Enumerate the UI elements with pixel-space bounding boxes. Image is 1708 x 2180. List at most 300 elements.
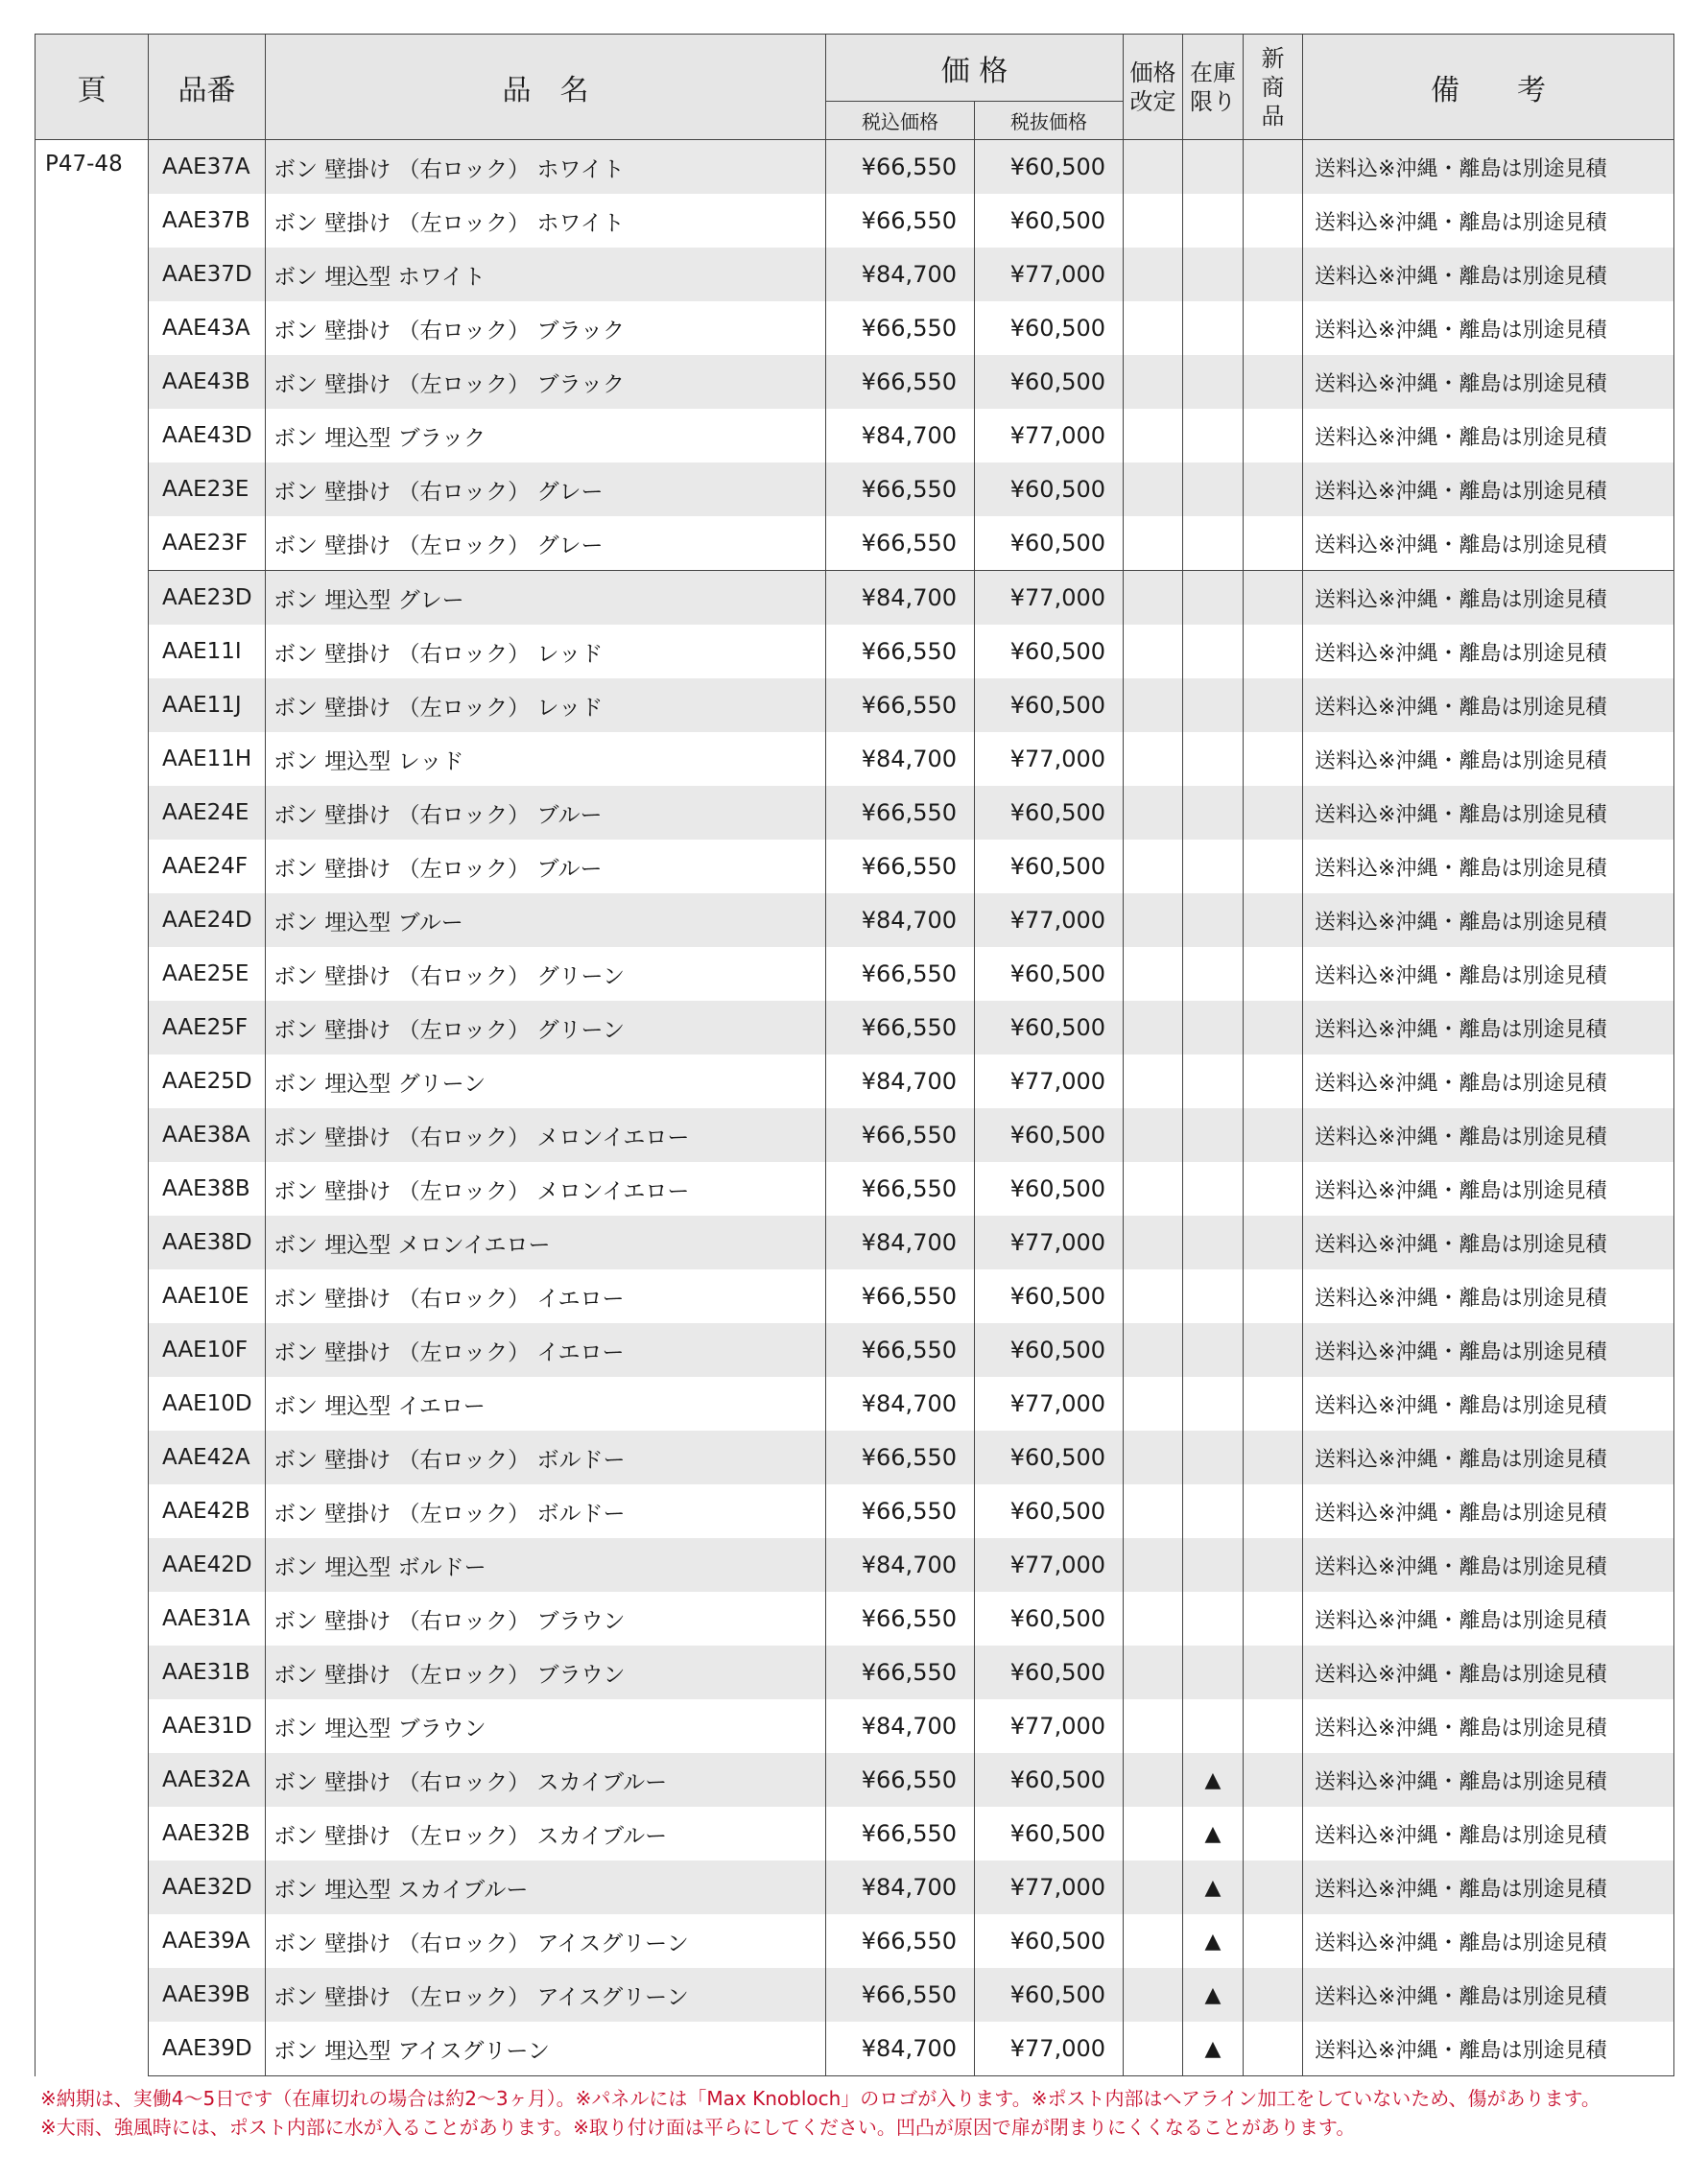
price-tax-ex: ¥77,000: [975, 1860, 1124, 1914]
stock-only-mark: ▲: [1183, 1807, 1244, 1860]
header-page: 頁: [36, 35, 149, 140]
price-tax-ex: ¥60,500: [975, 1162, 1124, 1216]
price-change-mark: [1124, 1216, 1183, 1269]
remarks: 送料込※沖縄・離島は別途見積: [1303, 571, 1674, 626]
price-tax-in: ¥66,550: [826, 301, 975, 355]
header-code: 品番: [149, 35, 266, 140]
product-name: ボン 埋込型 ブラウン: [266, 1699, 826, 1753]
product-code: AAE32D: [149, 1860, 266, 1914]
price-tax-ex: ¥60,500: [975, 1323, 1124, 1377]
table-row: [36, 1269, 1674, 1323]
price-change-mark: [1124, 1162, 1183, 1216]
table-row: [36, 1484, 1674, 1538]
price-change-mark: [1124, 301, 1183, 355]
table-row: [36, 678, 1674, 732]
remarks: 送料込※沖縄・離島は別途見積: [1303, 1323, 1674, 1377]
price-tax-in: ¥66,550: [826, 1431, 975, 1484]
product-code: AAE32A: [149, 1753, 266, 1807]
table-row: [36, 1699, 1674, 1753]
remarks: 送料込※沖縄・離島は別途見積: [1303, 1860, 1674, 1914]
product-code: AAE25F: [149, 1001, 266, 1054]
price-tax-in: ¥84,700: [826, 1860, 975, 1914]
price-change-mark: [1124, 1323, 1183, 1377]
remarks: 送料込※沖縄・離島は別途見積: [1303, 732, 1674, 786]
price-tax-in: ¥66,550: [826, 947, 975, 1001]
stock-only-mark: [1183, 194, 1244, 248]
price-tax-ex: ¥77,000: [975, 1538, 1124, 1592]
new-product-mark: [1244, 1753, 1303, 1807]
product-name: ボン 壁掛け （右ロック） ブルー: [266, 786, 826, 840]
product-name: ボン 埋込型 レッド: [266, 732, 826, 786]
stock-only-mark: [1183, 1162, 1244, 1216]
new-product-mark: [1244, 1807, 1303, 1860]
price-tax-ex: ¥77,000: [975, 893, 1124, 947]
new-product-mark: [1244, 301, 1303, 355]
remarks: 送料込※沖縄・離島は別途見積: [1303, 301, 1674, 355]
new-product-mark: [1244, 1323, 1303, 1377]
product-name: ボン 壁掛け （右ロック） グレー: [266, 462, 826, 516]
stock-only-mark: [1183, 1646, 1244, 1699]
table-row: [36, 625, 1674, 678]
stock-only-mark: [1183, 140, 1244, 195]
price-tax-ex: ¥60,500: [975, 1269, 1124, 1323]
price-change-mark: [1124, 1538, 1183, 1592]
price-tax-in: ¥66,550: [826, 1269, 975, 1323]
price-tax-ex: ¥77,000: [975, 732, 1124, 786]
stock-only-mark: [1183, 516, 1244, 571]
new-product-mark: [1244, 732, 1303, 786]
price-tax-ex: ¥60,500: [975, 840, 1124, 893]
table-row: [36, 248, 1674, 301]
product-name: ボン 壁掛け （左ロック） グリーン: [266, 1001, 826, 1054]
remarks: 送料込※沖縄・離島は別途見積: [1303, 140, 1674, 195]
table-row: [36, 1001, 1674, 1054]
price-tax-in: ¥66,550: [826, 1162, 975, 1216]
table-row: [36, 1968, 1674, 2022]
price-tax-in: ¥66,550: [826, 840, 975, 893]
price-tax-ex: ¥60,500: [975, 1914, 1124, 1968]
product-name: ボン 壁掛け （左ロック） ボルドー: [266, 1484, 826, 1538]
new-product-mark: [1244, 1968, 1303, 2022]
new-product-mark: [1244, 462, 1303, 516]
header-stock-only: [1183, 35, 1244, 140]
table-row: [36, 1646, 1674, 1699]
price-change-mark: [1124, 893, 1183, 947]
page-ref: P47-48: [36, 140, 149, 571]
price-change-mark: [1124, 1001, 1183, 1054]
price-tax-ex: ¥60,500: [975, 1484, 1124, 1538]
price-tax-ex: ¥60,500: [975, 625, 1124, 678]
remarks: 送料込※沖縄・離島は別途見積: [1303, 1269, 1674, 1323]
price-tax-in: ¥66,550: [826, 1323, 975, 1377]
price-change-mark: [1124, 409, 1183, 462]
table-row: [36, 1914, 1674, 1968]
page-cell-empty: [36, 571, 149, 2076]
new-product-mark: [1244, 1377, 1303, 1431]
new-product-mark: [1244, 840, 1303, 893]
price-change-mark: [1124, 732, 1183, 786]
price-change-mark: [1124, 516, 1183, 571]
remarks: 送料込※沖縄・離島は別途見積: [1303, 947, 1674, 1001]
header-stock-only-line: 限り: [1190, 87, 1237, 115]
price-change-mark: [1124, 462, 1183, 516]
price-tax-ex: ¥77,000: [975, 1377, 1124, 1431]
product-code: AAE24E: [149, 786, 266, 840]
remarks: 送料込※沖縄・離島は別途見積: [1303, 840, 1674, 893]
remarks: 送料込※沖縄・離島は別途見積: [1303, 1968, 1674, 2022]
stock-only-mark: ▲: [1183, 1968, 1244, 2022]
product-name: ボン 壁掛け （左ロック） ブラウン: [266, 1646, 826, 1699]
product-name: ボン 壁掛け （左ロック） ホワイト: [266, 194, 826, 248]
price-tax-in: ¥84,700: [826, 1699, 975, 1753]
price-tax-in: ¥66,550: [826, 1592, 975, 1646]
price-tax-ex: ¥60,500: [975, 1646, 1124, 1699]
product-code: AAE10E: [149, 1269, 266, 1323]
product-name: ボン 壁掛け （右ロック） スカイブルー: [266, 1753, 826, 1807]
price-change-mark: [1124, 947, 1183, 1001]
product-code: AAE42D: [149, 1538, 266, 1592]
stock-only-mark: ▲: [1183, 2022, 1244, 2076]
table-row: [36, 732, 1674, 786]
product-code: AAE38B: [149, 1162, 266, 1216]
remarks: 送料込※沖縄・離島は別途見積: [1303, 1216, 1674, 1269]
remarks: 送料込※沖縄・離島は別途見積: [1303, 1484, 1674, 1538]
price-tax-ex: ¥60,500: [975, 786, 1124, 840]
stock-only-mark: ▲: [1183, 1753, 1244, 1807]
table-row: [36, 786, 1674, 840]
price-tax-in: ¥66,550: [826, 140, 975, 195]
stock-only-mark: [1183, 893, 1244, 947]
new-product-mark: [1244, 1108, 1303, 1162]
price-change-mark: [1124, 1699, 1183, 1753]
price-tax-in: ¥84,700: [826, 1216, 975, 1269]
new-product-mark: [1244, 571, 1303, 626]
product-name: ボン 埋込型 グレー: [266, 571, 826, 626]
price-change-mark: [1124, 1968, 1183, 2022]
product-name: ボン 埋込型 ブルー: [266, 893, 826, 947]
remarks: 送料込※沖縄・離島は別途見積: [1303, 462, 1674, 516]
stock-only-mark: [1183, 732, 1244, 786]
product-name: ボン 壁掛け （右ロック） ホワイト: [266, 140, 826, 195]
price-change-mark: [1124, 1860, 1183, 1914]
product-name: ボン 壁掛け （右ロック） メロンイエロー: [266, 1108, 826, 1162]
product-code: AAE39D: [149, 2022, 266, 2076]
price-change-mark: [1124, 1054, 1183, 1108]
remarks: 送料込※沖縄・離島は別途見積: [1303, 678, 1674, 732]
table-row: [36, 516, 1674, 571]
new-product-mark: [1244, 1431, 1303, 1484]
new-product-mark: [1244, 248, 1303, 301]
remarks: 送料込※沖縄・離島は別途見積: [1303, 1753, 1674, 1807]
product-name: ボン 壁掛け （右ロック） ブラウン: [266, 1592, 826, 1646]
product-code: AAE11I: [149, 625, 266, 678]
price-tax-ex: ¥77,000: [975, 2022, 1124, 2076]
stock-only-mark: [1183, 840, 1244, 893]
stock-only-mark: [1183, 1001, 1244, 1054]
table-row: [36, 1162, 1674, 1216]
remarks: 送料込※沖縄・離島は別途見積: [1303, 1001, 1674, 1054]
price-change-mark: [1124, 1914, 1183, 1968]
product-code: AAE37B: [149, 194, 266, 248]
price-tax-ex: ¥60,500: [975, 947, 1124, 1001]
product-name: ボン 壁掛け （左ロック） グレー: [266, 516, 826, 571]
price-tax-ex: ¥77,000: [975, 1054, 1124, 1108]
stock-only-mark: [1183, 1323, 1244, 1377]
product-name: ボン 埋込型 アイスグリーン: [266, 2022, 826, 2076]
remarks: 送料込※沖縄・離島は別途見積: [1303, 625, 1674, 678]
price-tax-ex: ¥77,000: [975, 571, 1124, 626]
remarks: 送料込※沖縄・離島は別途見積: [1303, 1162, 1674, 1216]
product-code: AAE24F: [149, 840, 266, 893]
new-product-mark: [1244, 1914, 1303, 1968]
price-tax-in: ¥66,550: [826, 1914, 975, 1968]
header-stock-only-line: 在庫: [1190, 59, 1237, 86]
product-code: AAE11J: [149, 678, 266, 732]
remarks: 送料込※沖縄・離島は別途見積: [1303, 194, 1674, 248]
price-tax-in: ¥84,700: [826, 732, 975, 786]
footnotes: [40, 2084, 1601, 2142]
new-product-mark: [1244, 1538, 1303, 1592]
stock-only-mark: [1183, 786, 1244, 840]
price-tax-ex: ¥60,500: [975, 1001, 1124, 1054]
header-price: 価 格: [826, 35, 1124, 102]
product-name: ボン 壁掛け （右ロック） グリーン: [266, 947, 826, 1001]
product-code: AAE43D: [149, 409, 266, 462]
product-code: AAE31A: [149, 1592, 266, 1646]
remarks: 送料込※沖縄・離島は別途見積: [1303, 1646, 1674, 1699]
price-change-mark: [1124, 248, 1183, 301]
table-body: [36, 140, 1674, 2076]
stock-only-mark: [1183, 947, 1244, 1001]
price-tax-ex: ¥60,500: [975, 516, 1124, 571]
product-name: ボン 埋込型 メロンイエロー: [266, 1216, 826, 1269]
price-tax-ex: ¥60,500: [975, 462, 1124, 516]
price-change-mark: [1124, 1646, 1183, 1699]
price-tax-in: ¥66,550: [826, 355, 975, 409]
product-code: AAE10F: [149, 1323, 266, 1377]
price-tax-ex: ¥60,500: [975, 140, 1124, 195]
product-name: ボン 埋込型 ブラック: [266, 409, 826, 462]
price-tax-ex: ¥60,500: [975, 1592, 1124, 1646]
stock-only-mark: [1183, 1054, 1244, 1108]
price-tax-ex: ¥77,000: [975, 1216, 1124, 1269]
product-name: ボン 壁掛け （左ロック） レッド: [266, 678, 826, 732]
price-table: [35, 34, 1674, 2076]
stock-only-mark: [1183, 301, 1244, 355]
price-change-mark: [1124, 786, 1183, 840]
table-row: [36, 301, 1674, 355]
remarks: 送料込※沖縄・離島は別途見積: [1303, 1377, 1674, 1431]
product-name: ボン 壁掛け （左ロック） アイスグリーン: [266, 1968, 826, 2022]
price-tax-ex: ¥60,500: [975, 1753, 1124, 1807]
remarks: 送料込※沖縄・離島は別途見積: [1303, 1054, 1674, 1108]
price-tax-ex: ¥77,000: [975, 409, 1124, 462]
price-tax-in: ¥66,550: [826, 625, 975, 678]
table-row: [36, 840, 1674, 893]
product-code: AAE31B: [149, 1646, 266, 1699]
new-product-mark: [1244, 1484, 1303, 1538]
product-code: AAE42A: [149, 1431, 266, 1484]
header-remarks: 備 考: [1303, 35, 1674, 140]
price-tax-in: ¥66,550: [826, 1108, 975, 1162]
table-row: [36, 2022, 1674, 2076]
price-tax-in: ¥66,550: [826, 786, 975, 840]
price-tax-in: ¥66,550: [826, 194, 975, 248]
price-change-mark: [1124, 194, 1183, 248]
remarks: 送料込※沖縄・離島は別途見積: [1303, 355, 1674, 409]
header-price-change: [1124, 35, 1183, 140]
remarks: 送料込※沖縄・離島は別途見積: [1303, 248, 1674, 301]
stock-only-mark: [1183, 248, 1244, 301]
product-code: AAE43B: [149, 355, 266, 409]
new-product-mark: [1244, 140, 1303, 195]
product-code: AAE23F: [149, 516, 266, 571]
price-change-mark: [1124, 1592, 1183, 1646]
stock-only-mark: [1183, 1269, 1244, 1323]
price-change-mark: [1124, 678, 1183, 732]
product-code: AAE42B: [149, 1484, 266, 1538]
product-name: ボン 壁掛け （左ロック） メロンイエロー: [266, 1162, 826, 1216]
price-tax-ex: ¥77,000: [975, 248, 1124, 301]
price-tax-in: ¥84,700: [826, 248, 975, 301]
new-product-mark: [1244, 1162, 1303, 1216]
stock-only-mark: [1183, 571, 1244, 626]
price-tax-in: ¥84,700: [826, 1538, 975, 1592]
new-product-mark: [1244, 1001, 1303, 1054]
price-tax-ex: ¥60,500: [975, 1108, 1124, 1162]
price-tax-in: ¥66,550: [826, 1001, 975, 1054]
price-change-mark: [1124, 625, 1183, 678]
product-name: ボン 埋込型 グリーン: [266, 1054, 826, 1108]
price-change-mark: [1124, 1753, 1183, 1807]
product-code: AAE32B: [149, 1807, 266, 1860]
new-product-mark: [1244, 1054, 1303, 1108]
table-row: [36, 140, 1674, 195]
product-name: ボン 壁掛け （左ロック） ブルー: [266, 840, 826, 893]
product-name: ボン 壁掛け （右ロック） レッド: [266, 625, 826, 678]
table-row: [36, 1054, 1674, 1108]
price-tax-ex: ¥60,500: [975, 678, 1124, 732]
header-name: 品 名: [266, 35, 826, 140]
price-change-mark: [1124, 1108, 1183, 1162]
stock-only-mark: [1183, 1484, 1244, 1538]
stock-only-mark: [1183, 1108, 1244, 1162]
footnote-line: ※納期は、実働4～5日です（在庫切れの場合は約2～3ヶ月）。※パネルには「Max Knobloch」のロゴが入ります。※ポスト内部はヘアライン加工をしていないため、傷があります。: [40, 2087, 1601, 2110]
table-row: [36, 462, 1674, 516]
product-name: ボン 埋込型 ボルドー: [266, 1538, 826, 1592]
new-product-mark: [1244, 1646, 1303, 1699]
product-code: AAE37D: [149, 248, 266, 301]
remarks: 送料込※沖縄・離島は別途見積: [1303, 516, 1674, 571]
product-code: AAE23D: [149, 571, 266, 626]
product-code: AAE39B: [149, 1968, 266, 2022]
stock-only-mark: [1183, 1216, 1244, 1269]
remarks: 送料込※沖縄・離島は別途見積: [1303, 1108, 1674, 1162]
header-new-product-line: 新: [1261, 44, 1285, 72]
product-code: AAE24D: [149, 893, 266, 947]
footnote-line: ※大雨、強風時には、ポスト内部に水が入ることがあります。※取り付け面は平らにしてください。凹凸が原因で扉が閉まりにくくなることがあります。: [40, 2116, 1356, 2139]
table-row: [36, 1592, 1674, 1646]
remarks: 送料込※沖縄・離島は別途見積: [1303, 409, 1674, 462]
table-row: [36, 1807, 1674, 1860]
header-price-tax-in: 税込価格: [826, 102, 975, 140]
header-price-tax-ex: 税抜価格: [975, 102, 1124, 140]
table-row: [36, 571, 1674, 626]
price-change-mark: [1124, 840, 1183, 893]
new-product-mark: [1244, 1216, 1303, 1269]
product-code: AAE38A: [149, 1108, 266, 1162]
table-row: [36, 355, 1674, 409]
header-price-change-line: 価格: [1129, 59, 1176, 86]
new-product-mark: [1244, 947, 1303, 1001]
header-new-product: [1244, 35, 1303, 140]
table-row: [36, 893, 1674, 947]
new-product-mark: [1244, 516, 1303, 571]
header-price-change-line: 改定: [1129, 87, 1176, 115]
price-change-mark: [1124, 1807, 1183, 1860]
product-name: ボン 壁掛け （右ロック） アイスグリーン: [266, 1914, 826, 1968]
product-name: ボン 壁掛け （右ロック） ボルドー: [266, 1431, 826, 1484]
table-row: [36, 1108, 1674, 1162]
remarks: 送料込※沖縄・離島は別途見積: [1303, 1592, 1674, 1646]
price-tax-in: ¥66,550: [826, 516, 975, 571]
new-product-mark: [1244, 1699, 1303, 1753]
price-change-mark: [1124, 1377, 1183, 1431]
table-row: [36, 1753, 1674, 1807]
remarks: 送料込※沖縄・離島は別途見積: [1303, 893, 1674, 947]
product-code: AAE43A: [149, 301, 266, 355]
table-row: [36, 1860, 1674, 1914]
product-name: ボン 壁掛け （右ロック） イエロー: [266, 1269, 826, 1323]
price-tax-in: ¥84,700: [826, 2022, 975, 2076]
price-tax-in: ¥66,550: [826, 1646, 975, 1699]
remarks: 送料込※沖縄・離島は別途見積: [1303, 2022, 1674, 2076]
price-tax-in: ¥84,700: [826, 571, 975, 626]
stock-only-mark: [1183, 409, 1244, 462]
price-tax-ex: ¥60,500: [975, 1968, 1124, 2022]
price-tax-in: ¥84,700: [826, 1377, 975, 1431]
table-row: [36, 1431, 1674, 1484]
price-change-mark: [1124, 140, 1183, 195]
price-tax-ex: ¥60,500: [975, 355, 1124, 409]
product-name: ボン 壁掛け （右ロック） ブラック: [266, 301, 826, 355]
table-row: [36, 1323, 1674, 1377]
new-product-mark: [1244, 625, 1303, 678]
remarks: 送料込※沖縄・離島は別途見積: [1303, 1431, 1674, 1484]
product-name: ボン 埋込型 ホワイト: [266, 248, 826, 301]
new-product-mark: [1244, 355, 1303, 409]
stock-only-mark: [1183, 1431, 1244, 1484]
new-product-mark: [1244, 1860, 1303, 1914]
price-tax-ex: ¥77,000: [975, 1699, 1124, 1753]
remarks: 送料込※沖縄・離島は別途見積: [1303, 1538, 1674, 1592]
stock-only-mark: [1183, 1538, 1244, 1592]
price-change-mark: [1124, 355, 1183, 409]
price-tax-ex: ¥60,500: [975, 1431, 1124, 1484]
price-change-mark: [1124, 1269, 1183, 1323]
stock-only-mark: [1183, 678, 1244, 732]
price-tax-in: ¥66,550: [826, 1968, 975, 2022]
remarks: 送料込※沖縄・離島は別途見積: [1303, 1807, 1674, 1860]
product-code: AAE37A: [149, 140, 266, 195]
table-row: [36, 409, 1674, 462]
price-tax-ex: ¥60,500: [975, 194, 1124, 248]
new-product-mark: [1244, 893, 1303, 947]
price-tax-in: ¥84,700: [826, 1054, 975, 1108]
product-code: AAE38D: [149, 1216, 266, 1269]
product-code: AAE39A: [149, 1914, 266, 1968]
stock-only-mark: ▲: [1183, 1914, 1244, 1968]
